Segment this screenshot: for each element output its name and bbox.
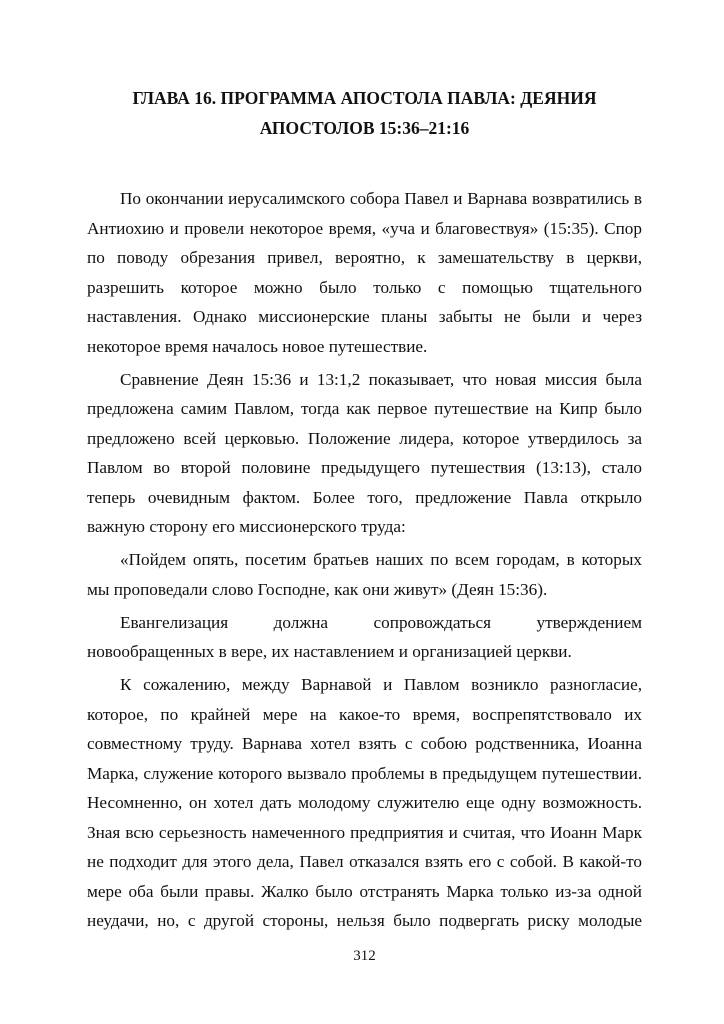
body-text [87, 184, 642, 939]
text-line: Зная всю серьезность намеченного предприятия и считая, что Иоанн Марк [87, 822, 642, 842]
text-line: неудачи, но, с другой стороны, нельзя было подвергать риску молодые [87, 911, 642, 930]
text-line: Евангелизация должна сопровождаться утверждением [120, 612, 642, 632]
text-line: мере оба были правы. Жалко было отстранять Марка только из-за одной [87, 881, 642, 901]
paragraph [87, 365, 642, 542]
text-line: Павлом во второй половине предыдущего путешествия (13:13), стало [87, 458, 642, 477]
paragraph [87, 608, 642, 667]
text-line: наставления. Однако миссионерские планы забыты не были и через [87, 307, 642, 326]
paragraph [87, 545, 642, 604]
text-line: некоторое время началось новое путешествие. [87, 336, 428, 356]
text-line: Антиохию и провели некоторое время, «уча и благовествуя» (15:35). Спор [87, 218, 642, 238]
text-line: мы проповедали слово Господне, как они живут» (Деян 15:36). [87, 579, 548, 599]
text-line: разрешить которое можно было только с помощью тщательного [87, 277, 642, 297]
text-line: теперь очевидным фактом. Более того, предложение Павла открыло [87, 487, 642, 507]
text-line: Марка, служение которого вызвало проблемы в предыдущем путешествии. [87, 763, 642, 783]
chapter-title-line-1: ГЛАВА 16. ПРОГРАММА АПОСТОЛА ПАВЛА: ДЕЯНИЯ [132, 88, 597, 108]
text-line: которое, по крайней мере на какое-то время, воспрепятствовало их [87, 704, 642, 724]
paragraph [87, 670, 642, 936]
text-line: Несомненно, он хотел дать молодому служителю еще одну возможность. [87, 793, 642, 812]
chapter-title-line-2: АПОСТОЛОВ 15:36–21:16 [259, 118, 470, 138]
text-line: По окончании иерусалимского собора Павел и Варнава возвратились в [120, 189, 642, 208]
text-line: «Пойдем опять, посетим братьев наших по всем городам, в которых [120, 550, 642, 569]
text-line: К сожалению, между Варнавой и Павлом возникло разногласие, [120, 675, 642, 694]
text-line: не подходит для этого дела, Павел отказался взять его с собой. В какой-то [87, 852, 642, 871]
text-line: Сравнение Деян 15:36 и 13:1,2 показывает, что новая миссия была [120, 369, 642, 389]
text-line: новообращенных в вере, их наставлением и организацией церкви. [87, 642, 572, 661]
text-line: совместному труду. Варнава хотел взять с собою родственника, Иоанна [87, 734, 642, 753]
text-line: по поводу обрезания привел, вероятно, к замешательству в церкви, [87, 248, 642, 267]
page-number: 312 [353, 948, 376, 964]
text-line: важную сторону его миссионерского труда: [87, 517, 406, 536]
paragraph [87, 184, 642, 361]
text-line: предложено всей церковью. Положение лидера, которое утвердилось за [87, 428, 642, 448]
text-line: предложена самим Павлом, тогда как первое путешествие на Кипр было [87, 399, 642, 418]
